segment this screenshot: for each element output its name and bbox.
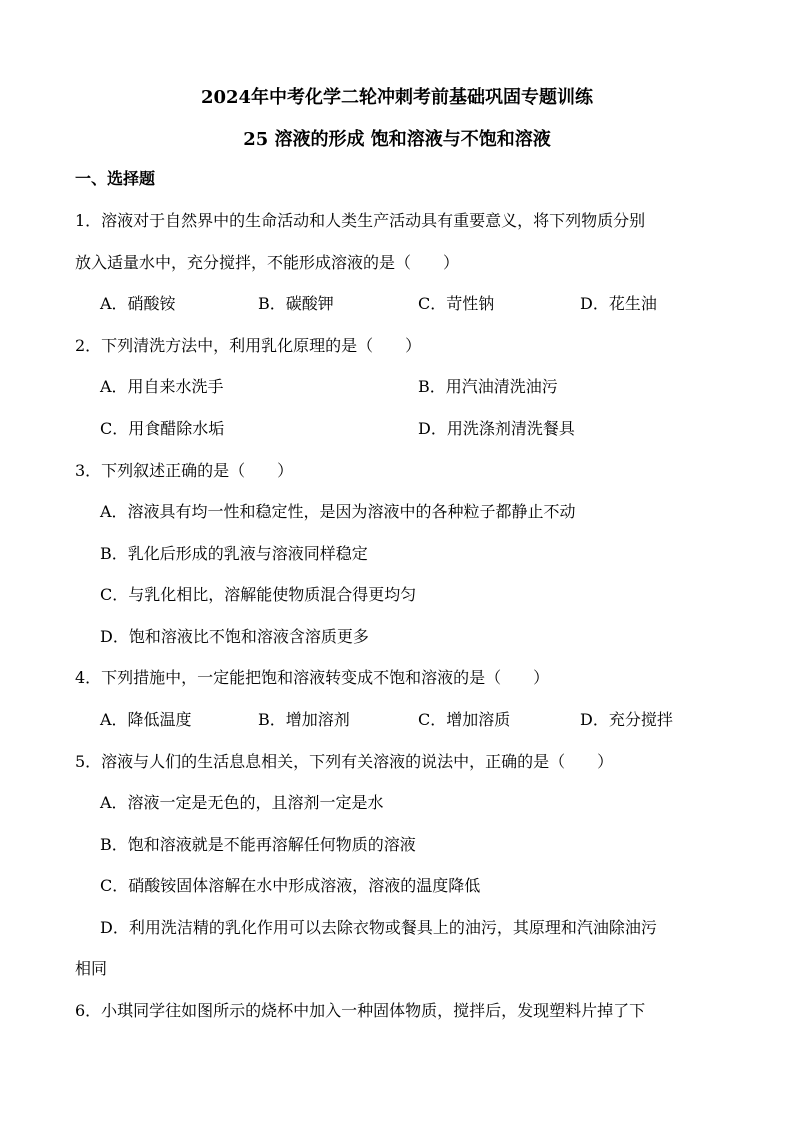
- question-2-option-d: D．用洗涤剂清洗餐具: [418, 419, 575, 438]
- question-1-option-a: A．硝酸铵: [100, 294, 176, 313]
- question-4-option-c: C．增加溶质: [418, 710, 511, 729]
- question-2-stem: 2．下列清洗方法中，利用乳化原理的是（ ）: [75, 336, 422, 355]
- question-5-option-a: A．溶液一定是无色的，且溶剂一定是水: [100, 793, 384, 812]
- question-5-option-b: B．饱和溶液就是不能再溶解任何物质的溶液: [100, 835, 416, 854]
- page-title: 2024年中考化学二轮冲刺考前基础巩固专题训练: [200, 87, 594, 108]
- question-2-option-a: A．用自来水洗手: [100, 377, 224, 396]
- question-4-stem: 4．下列措施中，一定能把饱和溶液转变成不饱和溶液的是（ ）: [75, 668, 550, 687]
- question-5-stem: 5．溶液与人们的生活息息相关，下列有关溶液的说法中，正确的是（ ）: [75, 752, 614, 771]
- question-1-stem-line-1: 1．溶液对于自然界中的生命活动和人类生产活动具有重要意义，将下列物质分别: [75, 211, 646, 230]
- question-3-option-d: D．饱和溶液比不饱和溶液含溶质更多: [100, 627, 369, 646]
- section-heading: 一、选择题: [75, 169, 156, 188]
- question-1-stem-line-2: 放入适量水中，充分搅拌，不能形成溶液的是（ ）: [75, 253, 460, 272]
- question-1-option-b: B．碳酸钾: [258, 294, 334, 313]
- question-3-stem: 3．下列叙述正确的是（ ）: [75, 461, 294, 480]
- question-3-option-b: B．乳化后形成的乳液与溶液同样稳定: [100, 544, 368, 563]
- question-3-option-a: A．溶液具有均一性和稳定性，是因为溶液中的各种粒子都静止不动: [100, 502, 576, 521]
- question-5-option-d: D．利用洗洁精的乳化作用可以去除衣物或餐具上的油污，其原理和汽油除油污: [100, 918, 657, 937]
- question-4-option-a: A．降低温度: [100, 710, 192, 729]
- question-1-option-c: C．苛性钠: [418, 294, 495, 313]
- question-2-option-b: B．用汽油清洗油污: [418, 377, 558, 396]
- question-6-stem: 6．小琪同学往如图所示的烧杯中加入一种固体物质，搅拌后，发现塑料片掉了下: [75, 1001, 646, 1020]
- question-1-option-d: D．花生油: [580, 294, 657, 313]
- question-4-option-d: D．充分搅拌: [580, 710, 673, 729]
- question-5-option-d-continuation: 相同: [75, 959, 108, 978]
- page-subtitle: 25 溶液的形成 饱和溶液与不饱和溶液: [243, 129, 551, 150]
- question-4-option-b: B．增加溶剂: [258, 710, 350, 729]
- question-2-option-c: C．用食醋除水垢: [100, 419, 225, 438]
- question-3-option-c: C．与乳化相比，溶解能使物质混合得更均匀: [100, 585, 417, 604]
- question-5-option-c: C．硝酸铵固体溶解在水中形成溶液，溶液的温度降低: [100, 876, 481, 895]
